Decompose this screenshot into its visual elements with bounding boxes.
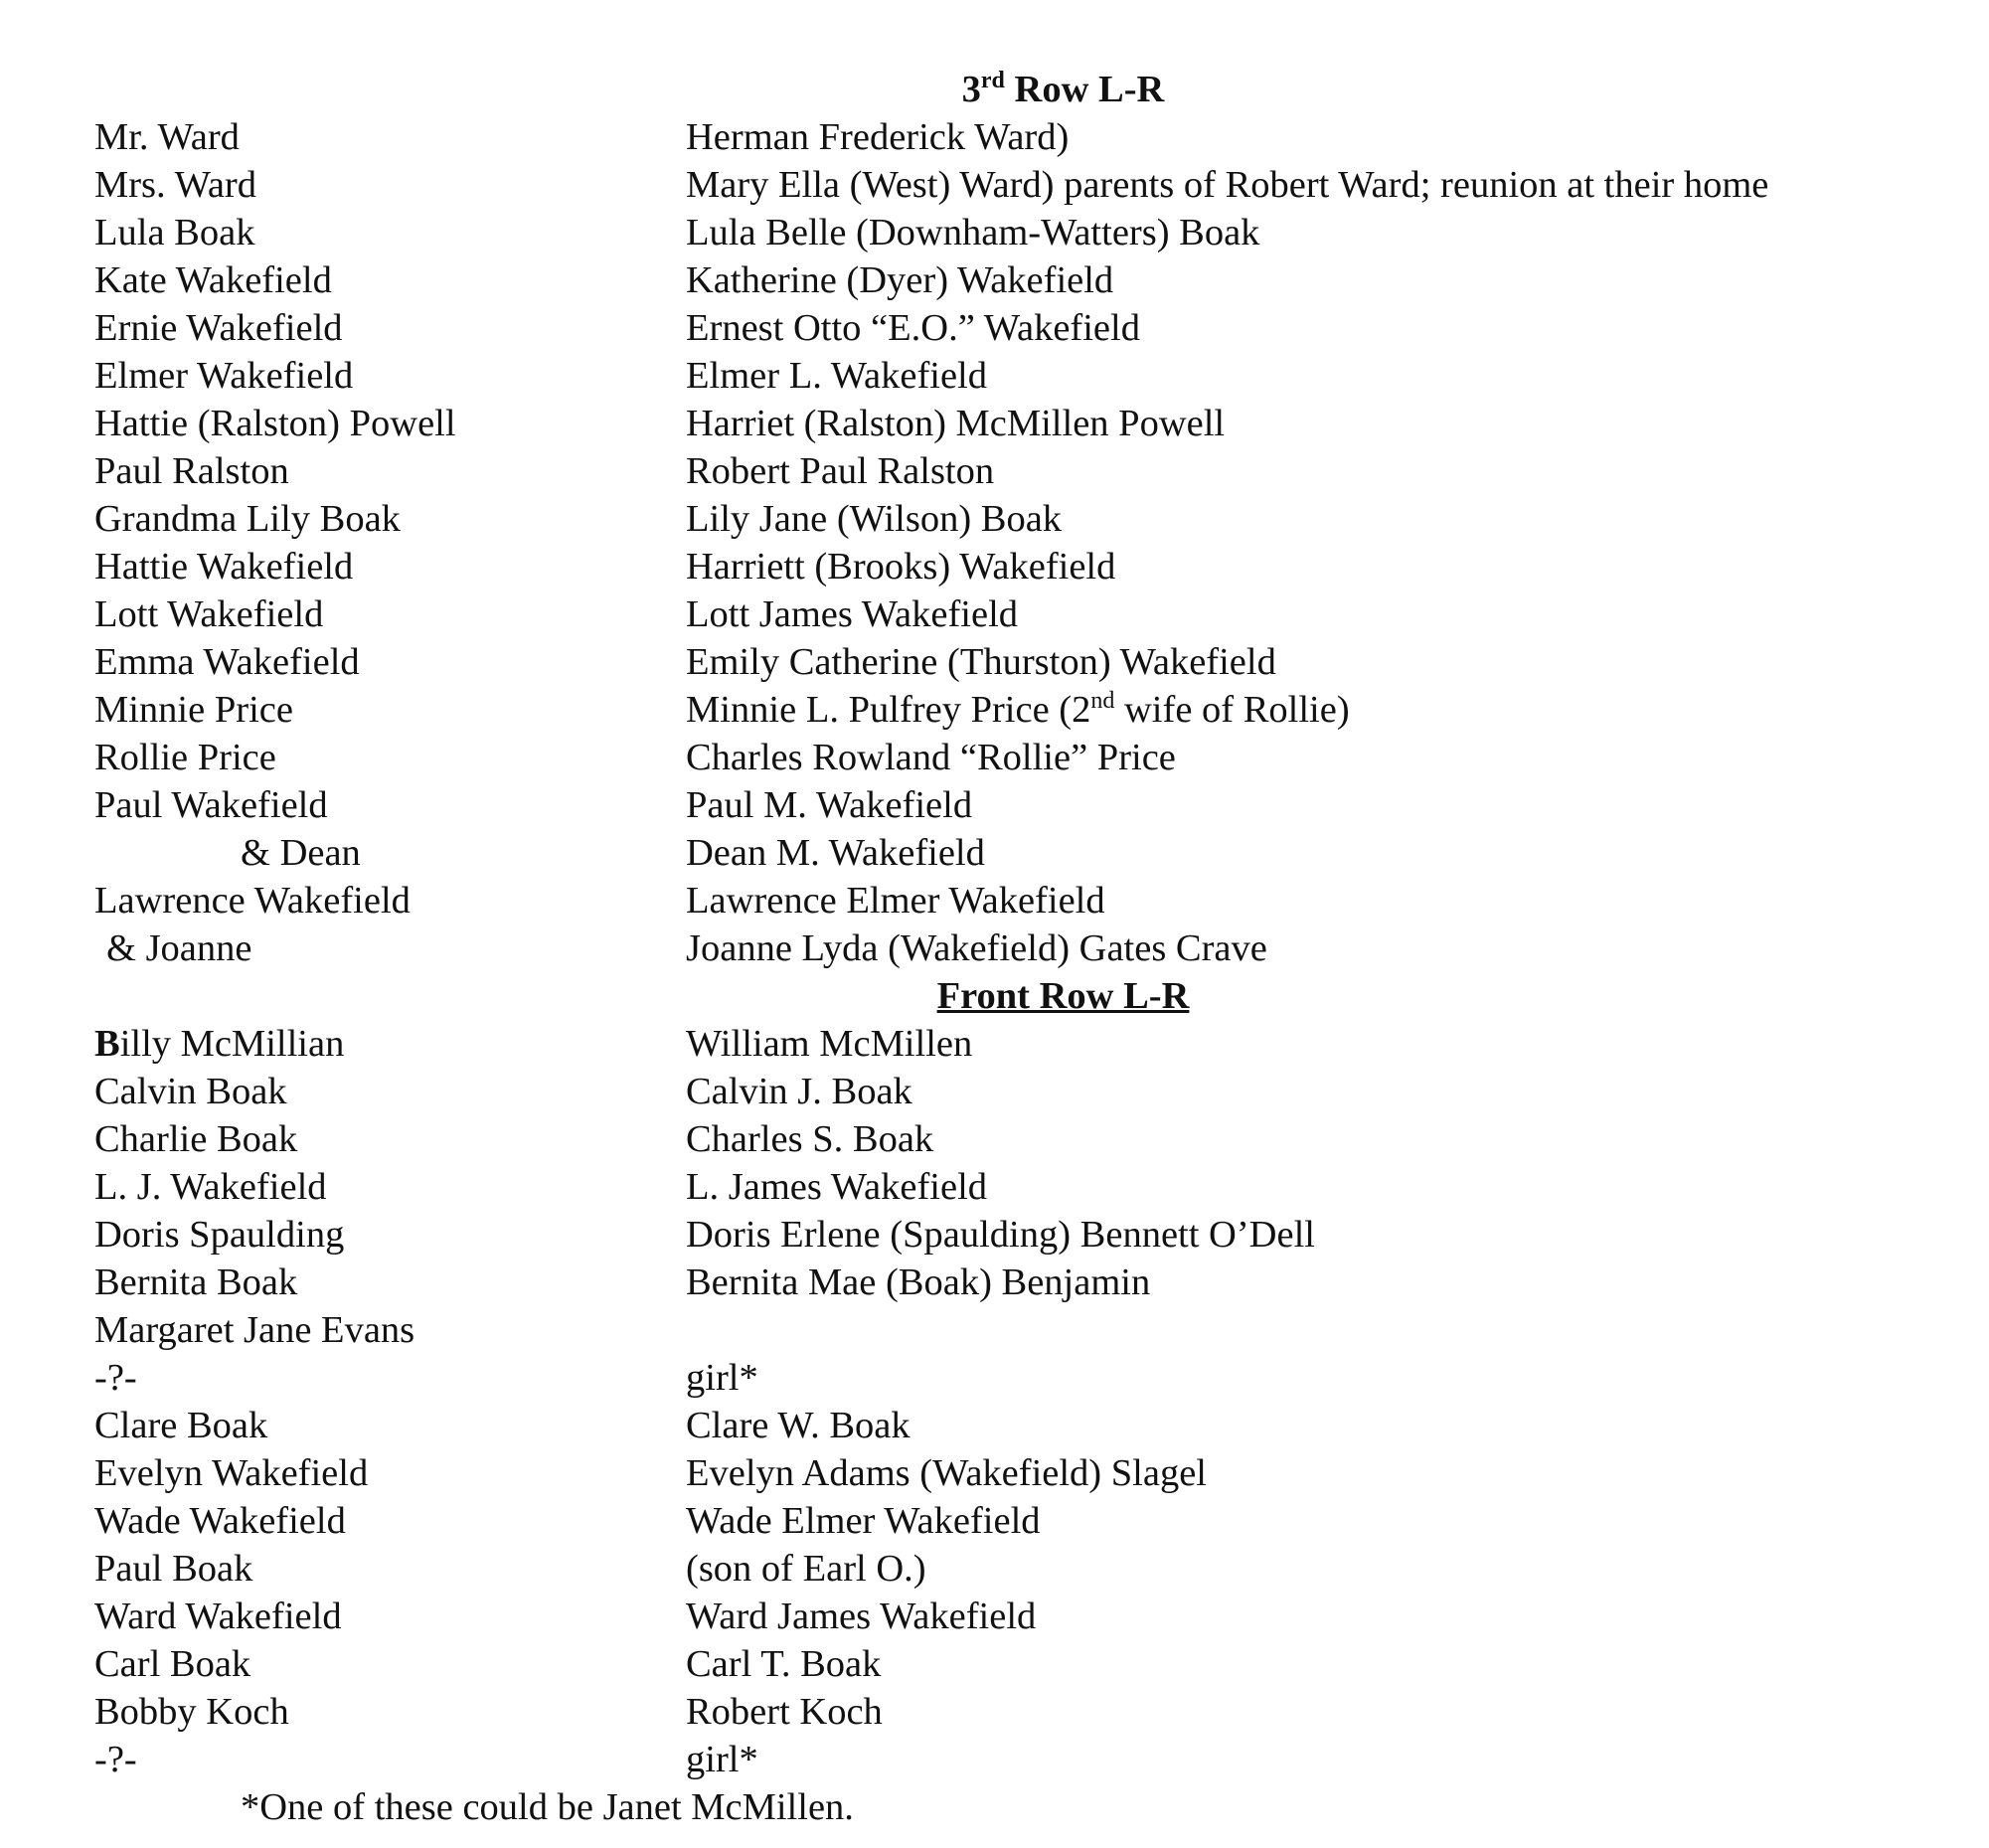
nickname: Mr. Ward [94, 116, 240, 158]
nickname: Elmer Wakefield [94, 355, 354, 397]
full-name [686, 686, 1350, 734]
list-item [0, 1020, 1989, 1068]
list-item [0, 447, 1989, 495]
list-item [0, 1211, 1989, 1259]
list-item [0, 781, 1989, 829]
nickname: Charlie Boak [94, 1118, 298, 1160]
full-name: Robert Koch [686, 1691, 883, 1733]
full-name: Harriet (Ralston) McMillen Powell [686, 403, 1226, 444]
list-item [0, 1593, 1989, 1640]
full-name: Joanne Lyda (Wakefield) Gates Crave [686, 927, 1267, 969]
full-name: Katherine (Dyer) Wakefield [686, 259, 1114, 301]
nickname: Lott Wakefield [94, 593, 324, 635]
nickname: & Dean [241, 832, 361, 874]
nickname: Paul Wakefield [94, 784, 328, 826]
list-item [0, 1736, 1989, 1783]
list-item [0, 877, 1989, 924]
list-item [0, 352, 1989, 400]
front-row-heading [0, 972, 1989, 1020]
nickname: Rollie Price [94, 737, 276, 778]
list-item [0, 1497, 1989, 1545]
nickname: Paul Ralston [94, 450, 289, 492]
heading-superscript: rd [980, 68, 1005, 93]
list-item [0, 1354, 1989, 1402]
full-name: Carl T. Boak [686, 1643, 882, 1685]
list-item [0, 543, 1989, 590]
full-name: Lula Belle (Downham-Watters) Boak [686, 212, 1260, 253]
ordinal-superscript: nd [1090, 688, 1115, 714]
nickname [94, 1020, 344, 1068]
full-name: Dean M. Wakefield [686, 832, 985, 874]
full-name: Bernita Mae (Boak) Benjamin [686, 1261, 1151, 1303]
list-item [0, 1259, 1989, 1306]
list-item [0, 590, 1989, 638]
list-item [0, 400, 1989, 447]
full-name: Lily Jane (Wilson) Boak [686, 498, 1063, 540]
list-item [0, 161, 1989, 209]
full-name: Clare W. Boak [686, 1405, 911, 1446]
bold-initial: B [94, 1023, 120, 1065]
full-name: William McMillen [686, 1023, 973, 1065]
nickname: Evelyn Wakefield [94, 1452, 369, 1494]
nickname: -?- [94, 1739, 137, 1780]
full-name: Wade Elmer Wakefield [686, 1500, 1041, 1542]
nickname: Lawrence Wakefield [94, 880, 411, 922]
list-item [0, 256, 1989, 304]
list-item [0, 1640, 1989, 1688]
nickname: Minnie Price [94, 689, 293, 731]
full-name: girl* [686, 1739, 758, 1780]
full-name: Paul M. Wakefield [686, 784, 973, 826]
heading-text: 3 [961, 69, 981, 110]
list-item [0, 1688, 1989, 1736]
nickname: Carl Boak [94, 1643, 251, 1685]
list-item [0, 304, 1989, 352]
full-name: Herman Frederick Ward) [686, 116, 1070, 158]
list-item [0, 1402, 1989, 1449]
list-item [0, 638, 1989, 686]
full-name-part: Minnie L. Pulfrey Price (2 [686, 689, 1091, 731]
nickname: Bernita Boak [94, 1261, 298, 1303]
list-item [0, 1068, 1989, 1115]
nickname: Calvin Boak [94, 1071, 287, 1112]
nickname: Lula Boak [94, 212, 255, 253]
nickname-rest: illy McMillian [119, 1023, 345, 1065]
list-item [0, 686, 1989, 734]
full-name: Elmer L. Wakefield [686, 355, 987, 397]
nickname: Ernie Wakefield [94, 307, 343, 349]
full-name-part: wife of Rollie) [1114, 689, 1350, 731]
full-name: Emily Catherine (Thurston) Wakefield [686, 641, 1276, 683]
nickname: -?- [94, 1357, 137, 1399]
full-name: Lawrence Elmer Wakefield [686, 880, 1105, 922]
nickname: L. J. Wakefield [94, 1166, 327, 1208]
nickname: Emma Wakefield [94, 641, 360, 683]
full-name: (son of Earl O.) [686, 1548, 926, 1590]
nickname: Margaret Jane Evans [94, 1309, 415, 1351]
list-item [0, 1115, 1989, 1163]
nickname: Clare Boak [94, 1405, 268, 1446]
list-item [0, 1449, 1989, 1497]
full-name: Evelyn Adams (Wakefield) Slagel [686, 1452, 1207, 1494]
full-name: Charles S. Boak [686, 1118, 934, 1160]
full-name: Calvin J. Boak [686, 1071, 912, 1112]
full-name: Harriett (Brooks) Wakefield [686, 546, 1116, 588]
list-item [0, 734, 1989, 781]
nickname: Kate Wakefield [94, 259, 332, 301]
full-name: Mary Ella (West) Ward) parents of Robert Ward; reunion at their home [686, 164, 1769, 206]
heading-text: Front Row L-R [936, 975, 1190, 1017]
nickname: Ward Wakefield [94, 1596, 342, 1637]
list-item [0, 113, 1989, 161]
list-item [0, 495, 1989, 543]
nickname: Grandma Lily Boak [94, 498, 401, 540]
full-name: Doris Erlene (Spaulding) Bennett O’Dell [686, 1214, 1315, 1256]
list-item [0, 1306, 1989, 1354]
full-name: Ward James Wakefield [686, 1596, 1037, 1637]
full-name: Lott James Wakefield [686, 593, 1019, 635]
list-item [0, 829, 1989, 877]
nickname: Paul Boak [94, 1548, 253, 1590]
nickname: Hattie Wakefield [94, 546, 354, 588]
list-item [0, 1545, 1989, 1593]
nickname: & Joanne [106, 927, 252, 969]
nickname: Bobby Koch [94, 1691, 289, 1733]
heading-text-rest: Row L-R [1004, 69, 1165, 110]
full-name: L. James Wakefield [686, 1166, 988, 1208]
full-name: girl* [686, 1357, 758, 1399]
footnote: *One of these could be Janet McMillen. [241, 1786, 854, 1828]
list-item [0, 209, 1989, 256]
full-name: Ernest Otto “E.O.” Wakefield [686, 307, 1140, 349]
list-item [0, 924, 1989, 972]
list-item [0, 1163, 1989, 1211]
third-row-heading [0, 66, 1989, 113]
nickname: Mrs. Ward [94, 164, 257, 206]
full-name: Charles Rowland “Rollie” Price [686, 737, 1176, 778]
nickname: Doris Spaulding [94, 1214, 345, 1256]
full-name: Robert Paul Ralston [686, 450, 995, 492]
nickname: Hattie (Ralston) Powell [94, 403, 456, 444]
nickname: Wade Wakefield [94, 1500, 346, 1542]
